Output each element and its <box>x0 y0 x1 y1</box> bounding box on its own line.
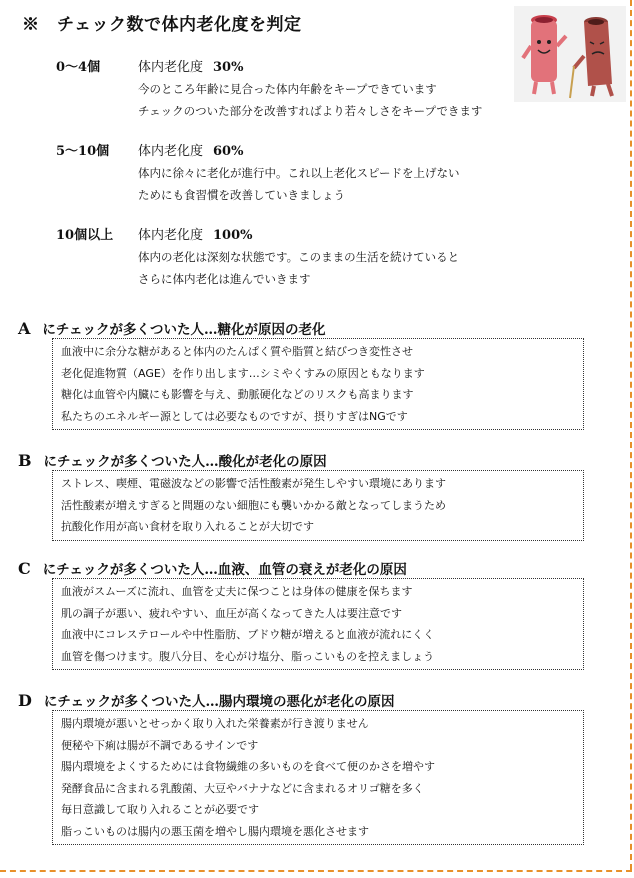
level-count-1: 0～4個 <box>56 60 101 75</box>
level-percent: 30% <box>213 60 244 75</box>
description-line: 今のところ年齢に見合った体内年齢をキープできています <box>138 82 437 96</box>
section-letter: B <box>18 451 32 470</box>
level-description-1 <box>138 78 482 122</box>
section-c-title <box>18 558 407 578</box>
level-count-3: 10個以上 <box>56 228 114 243</box>
section-line: 血液がスムーズに流れ、血管を丈夫に保つことは身体の健康を保ちます <box>61 585 413 598</box>
section-heading: にチェックが多くついた人…腸内環境の悪化が老化の原因 <box>43 694 395 710</box>
section-line: 血液中に余分な糖があると体内のたんぱく質や脂質と結びつき変性させ <box>61 345 413 358</box>
description-line: チェックのついた部分を改善すればより若々しさをキープできます <box>138 104 483 118</box>
section-line: 毎日意識して取り入れることが必要です <box>61 803 259 816</box>
section-line: 便秘や下痢は腸が不調であるサインです <box>61 738 259 752</box>
section-a-title <box>18 318 326 338</box>
section-letter: D <box>18 691 32 710</box>
level-description-2 <box>138 162 460 206</box>
level-percent: 100% <box>213 228 253 243</box>
section-line: 肌の調子が悪い、疲れやすい、血圧が高くなってきた人は要注意です <box>61 606 402 620</box>
section-line: 抗酸化作用が高い食材を取り入れることが大切です <box>61 520 314 533</box>
level-label: 体内老化度 <box>138 228 204 243</box>
section-d-box <box>52 710 584 845</box>
section-line: 老化促進物質（AGE）を作り出します…シミやくすみの原因ともなります <box>61 366 425 380</box>
page-border-right <box>630 0 632 870</box>
section-letter: A <box>18 319 31 338</box>
section-line: 糖化は血管や内臓にも影響を与え、動脈硬化などのリスクも高まります <box>61 388 414 401</box>
level-label: 体内老化度 <box>138 60 204 75</box>
level-row-3 <box>138 224 253 243</box>
section-line: 腸内環境をよくするためには食物繊維の多いものを食べて便のかさを増やす <box>61 760 435 773</box>
level-row-2 <box>138 140 243 159</box>
section-heading: にチェックが多くついた人…酸化が老化の原因 <box>43 454 327 470</box>
section-b-box <box>52 470 584 541</box>
blood-vessel-characters-image <box>514 6 626 102</box>
section-letter: C <box>18 559 31 578</box>
page-title: ※ チェック数で体内老化度を判定 <box>22 15 302 35</box>
description-line: 体内に徐々に老化が進行中。これ以上老化スピードを上げない <box>138 166 460 180</box>
section-line: 血管を傷つけます。腹八分目、を心がけ塩分、脂っこいものを控えましょう <box>61 649 435 663</box>
section-heading: にチェックが多くついた人…糖化が原因の老化 <box>42 322 326 338</box>
section-line: 腸内環境が悪いとせっかく取り入れた栄養素が行き渡りません <box>61 717 369 730</box>
section-b-title <box>18 450 327 470</box>
level-row-1 <box>138 56 243 75</box>
section-line: ストレス、喫煙、電磁波などの影響で活性酸素が発生しやすい環境にあります <box>61 477 446 490</box>
description-line: さらに体内老化は進んでいきます <box>138 272 311 286</box>
section-line: 活性酸素が増えすぎると問題のない細胞にも襲いかかる敵となってしまうため <box>61 498 446 512</box>
section-line: 発酵食品に含まれる乳酸菌、大豆やバナナなどに含まれるオリゴ糖を多く <box>61 781 424 795</box>
section-line: 血液中にコレステロールや中性脂肪、ブドウ糖が増えると血液が流れにくく <box>61 628 435 641</box>
section-line: 脂っこいものは腸内の悪玉菌を増やし腸内環境を悪化させます <box>61 824 369 838</box>
level-percent: 60% <box>213 144 244 159</box>
section-heading: にチェックが多くついた人…血液、血管の衰えが老化の原因 <box>42 562 407 578</box>
level-description-3 <box>138 246 459 290</box>
level-label: 体内老化度 <box>138 144 204 159</box>
description-line: ためにも食習慣を改善していきましょう <box>138 188 345 202</box>
description-line: 体内の老化は深刻な状態です。このままの生活を続けていると <box>138 250 460 264</box>
section-c-box <box>52 578 584 670</box>
section-d-title <box>18 690 394 710</box>
page-border-bottom <box>0 870 632 872</box>
level-count-2: 5～10個 <box>56 144 110 159</box>
section-a-box <box>52 338 584 430</box>
section-line: 私たちのエネルギー源としては必要なものですが、摂りすぎはNGです <box>61 409 408 423</box>
